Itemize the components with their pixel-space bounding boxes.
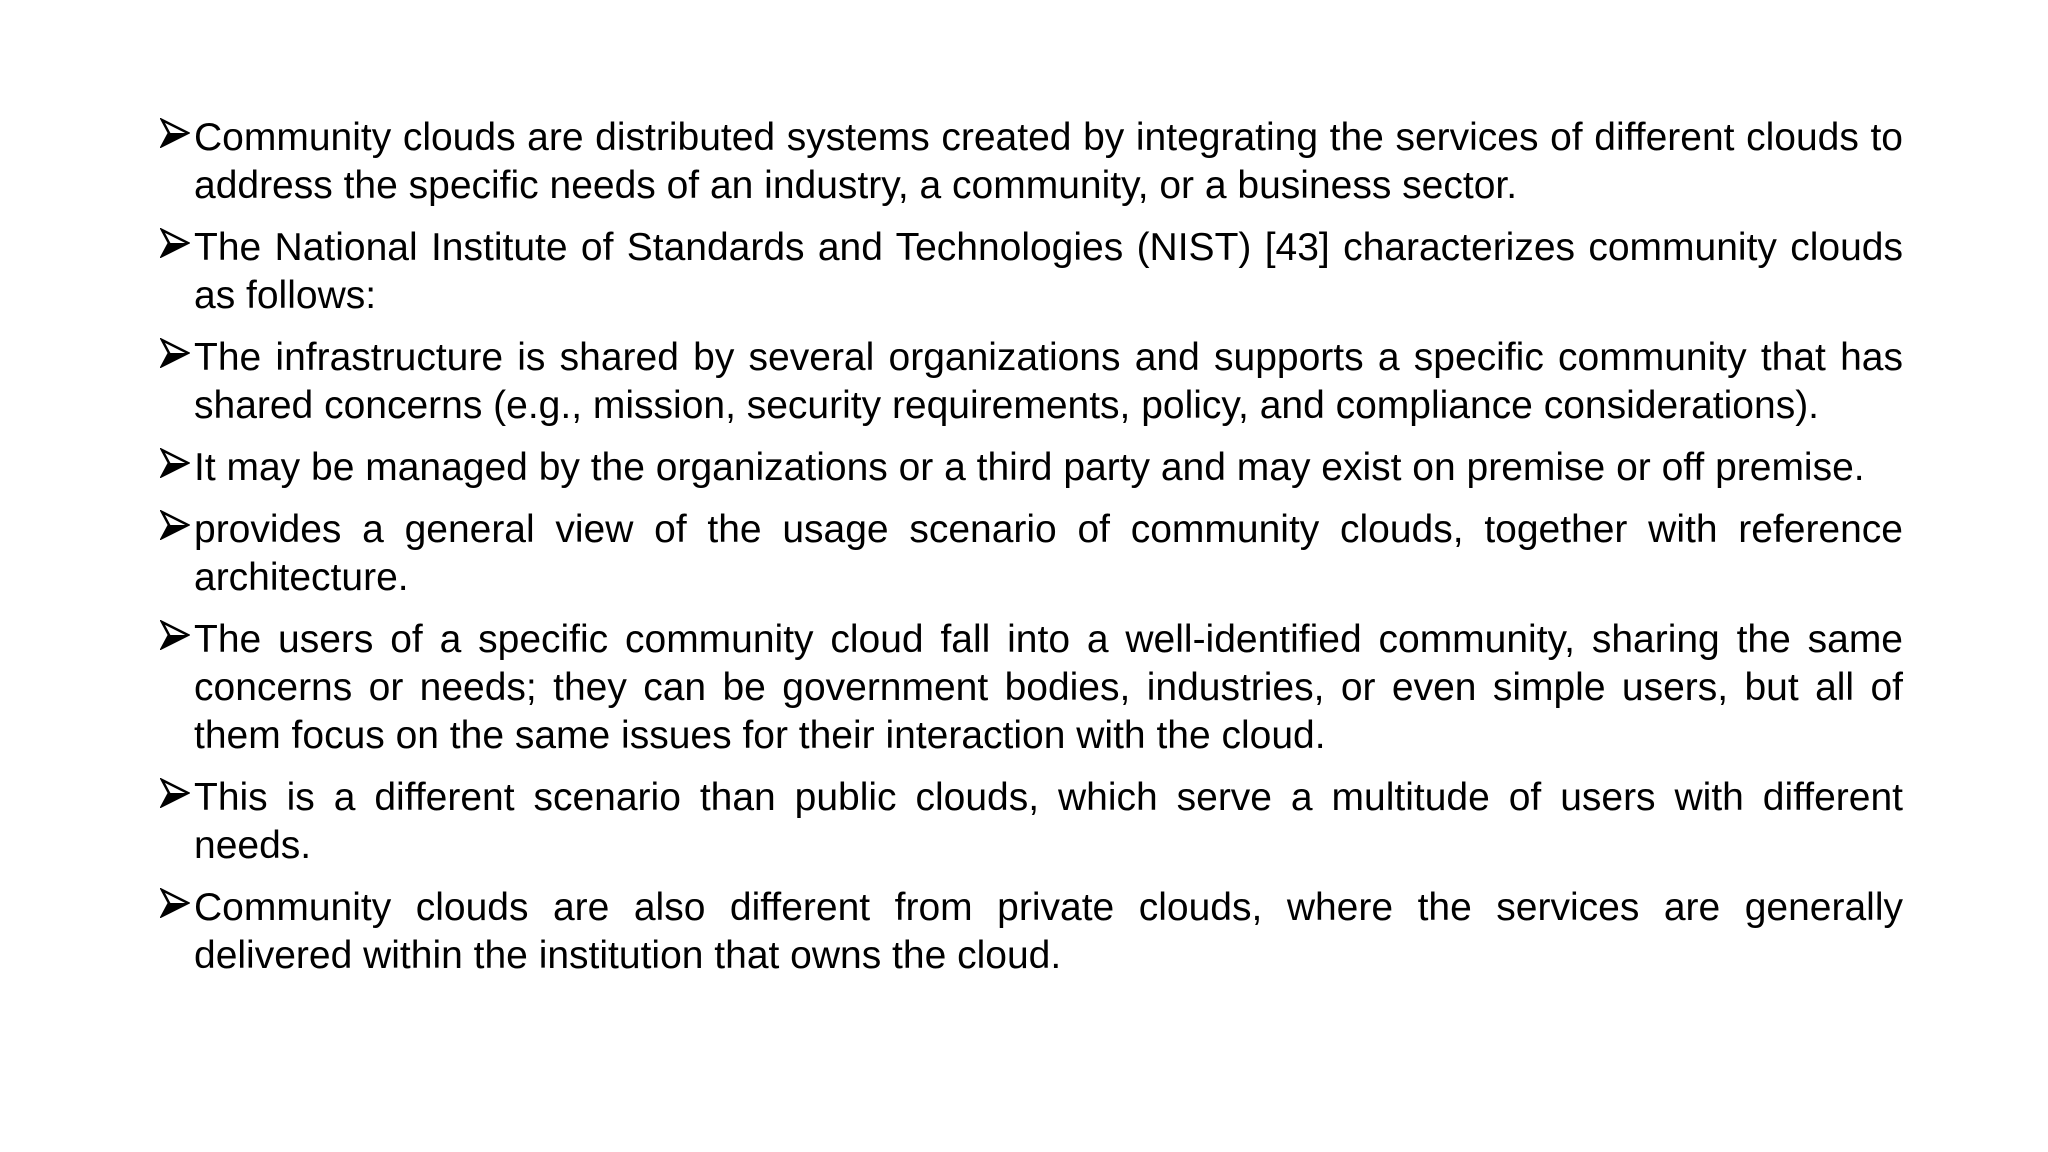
bullet-text: This is a different scenario than public clouds, which serve a multitude of users with different needs.	[194, 776, 1903, 867]
bullet-text: The users of a specific community cloud fall into a well-identified community, sharing the same concerns or needs; they can be government bodies, industries, or even simple users, but all of them focus on the same issues for their interaction with the cloud.	[194, 618, 1903, 757]
bullet-text: Community clouds are also different from private clouds, where the services are generally delivered within the institution that owns the cloud.	[194, 886, 1903, 977]
bullet-item	[158, 884, 1903, 980]
bullet-text: The National Institute of Standards and Technologies (NIST) [43] characterizes community clouds as follows:	[194, 226, 1903, 317]
bullet-item	[158, 444, 1903, 492]
bullet-text: It may be managed by the organizations or a third party and may exist on premise or off premise.	[194, 446, 1865, 489]
bullet-list	[158, 114, 1903, 994]
bullet-text: The infrastructure is shared by several organizations and supports a specific community that has shared concerns (e.g., mission, security requirements, policy, and compliance considerations).	[194, 336, 1903, 427]
arrowhead-bullet-icon	[158, 334, 194, 382]
bullet-item	[158, 334, 1903, 430]
arrowhead-bullet-icon	[158, 114, 194, 162]
arrowhead-bullet-icon	[158, 506, 194, 554]
bullet-text: provides a general view of the usage scenario of community clouds, together with reference architecture.	[194, 508, 1903, 599]
arrowhead-bullet-icon	[158, 224, 194, 272]
bullet-item	[158, 114, 1903, 210]
arrowhead-bullet-icon	[158, 884, 194, 932]
arrowhead-bullet-icon	[158, 444, 194, 492]
arrowhead-bullet-icon	[158, 616, 194, 664]
bullet-text: Community clouds are distributed systems created by integrating the services of different clouds to address the specific needs of an industry, a community, or a business sector.	[194, 116, 1903, 207]
arrowhead-bullet-icon	[158, 774, 194, 822]
bullet-item	[158, 616, 1903, 760]
bullet-item	[158, 774, 1903, 870]
bullet-item	[158, 224, 1903, 320]
bullet-item	[158, 506, 1903, 602]
